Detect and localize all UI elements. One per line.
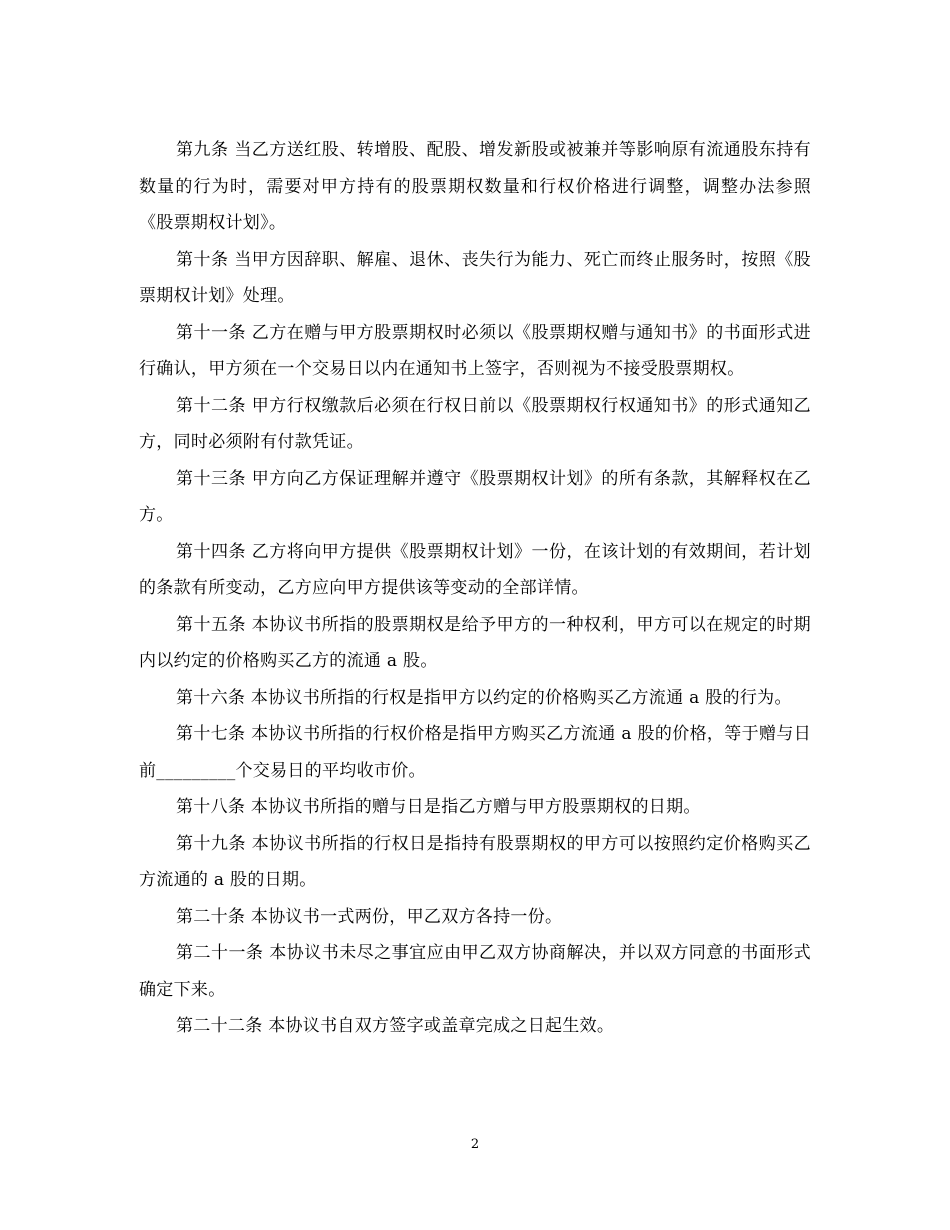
article-9: 第九条 当乙方送红股、转增股、配股、增发新股或被兼并等影响原有流通股东持有数量的行为时，需要对甲方持有的股票期权数量和行权价格进行调整，调整办法参照《股票期权计划》。 — [139, 140, 811, 233]
article-14: 第十四条 乙方将向甲方提供《股票期权计划》一份，在该计划的有效期间，若计划的条款有所变动，乙方应向甲方提供该等变动的全部详情。 — [139, 541, 811, 598]
article-22: 第二十二条 本协议书自双方签字或盖章完成之日起生效。 — [176, 1016, 615, 1036]
article-18: 第十八条 本协议书所指的赠与日是指乙方赠与甲方股票期权的日期。 — [176, 797, 701, 817]
article-21: 第二十一条 本协议书未尽之事宜应由甲乙双方协商解决，并以双方同意的书面形式确定下来。 — [139, 943, 811, 1000]
page-number: 2 — [470, 1137, 480, 1152]
article-17: 第十七条 本协议书所指的行权价格是指甲方购买乙方流通 a 股的价格，等于赠与日前_________个交易日的平均收市价。 — [139, 724, 811, 781]
article-12: 第十二条 甲方行权缴款后必须在行权日前以《股票期权行权通知书》的形式通知乙方，同时必须附有付款凭证。 — [139, 395, 811, 452]
article-19: 第十九条 本协议书所指的行权日是指持有股票期权的甲方可以按照约定价格购买乙方流通的 a 股的日期。 — [139, 833, 811, 890]
article-20: 第二十条 本协议书一式两份，甲乙双方各持一份。 — [176, 906, 563, 927]
article-11: 第十一条 乙方在赠与甲方股票期权时必须以《股票期权赠与通知书》的书面形式进行确认，甲方须在一个交易日以内在通知书上签字，否则视为不接受股票期权。 — [139, 322, 811, 379]
article-10: 第十条 当甲方因辞职、解雇、退休、丧失行为能力、死亡而终止服务时，按照《股票期权计划》处理。 — [139, 249, 811, 306]
article-13: 第十三条 甲方向乙方保证理解并遵守《股票期权计划》的所有条款，其解释权在乙方。 — [139, 468, 811, 525]
article-15: 第十五条 本协议书所指的股票期权是给予甲方的一种权利，甲方可以在规定的时期内以约定的价格购买乙方的流通 a 股。 — [139, 614, 811, 671]
article-16: 第十六条 本协议书所指的行权是指甲方以约定的价格购买乙方流通 a 股的行为。 — [176, 687, 792, 708]
document-body — [139, 132, 811, 1045]
